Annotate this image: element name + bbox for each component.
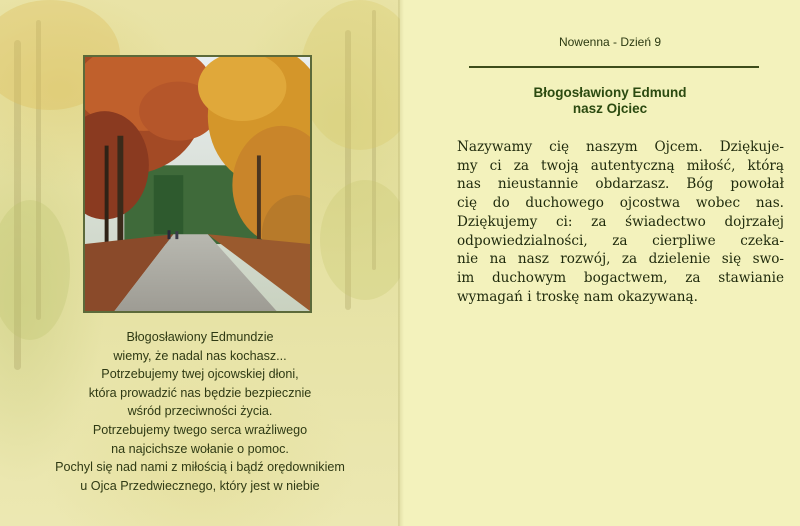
body-line: odpowiedzialności, za cierpliwe czeka- — [457, 232, 784, 249]
prayer-line: Pochyl się nad nami z miłością i bądź orędownikiem — [55, 460, 345, 475]
body-line: cię do duchowego ojcostwa wobec nas. — [457, 195, 784, 212]
body-line: nas nieustannie obdarzasz. Bóg powołał — [457, 176, 784, 193]
prayer-line: która prowadzić nas będzie bezpiecznie — [88, 385, 312, 400]
prayer-line: wiemy, że nadal nas kochasz... — [113, 348, 287, 363]
prayer-line: Potrzebujemy twego serca wrażliwego — [92, 422, 308, 437]
photo-illustration — [85, 57, 310, 311]
bg-foliage — [320, 180, 400, 300]
body-line: im duchowym bogactwem, za stawianie — [457, 269, 784, 286]
page-title — [480, 85, 740, 117]
title-line: nasz Ojciec — [572, 101, 648, 116]
prayer-text — [20, 328, 380, 495]
body-line: nie na nasz rozwój, za dzielenie się swo- — [457, 251, 784, 268]
prayer-line: na najcichsze wołanie o pomoc. — [111, 441, 289, 456]
body-line: Nazywamy cię naszym Ojcem. Dziękuje- — [457, 139, 784, 155]
prayer-line: wśród przeciwności życia. — [127, 404, 273, 419]
body-line: Dziękujemy ci: za świadectwo dojrzałej — [457, 213, 784, 230]
autumn-forest-road-photo — [83, 55, 312, 313]
header-divider — [469, 66, 759, 68]
page-header: Nowenna - Dzień 9 — [558, 35, 662, 49]
prayer-line: Błogosławiony Edmundzie — [126, 330, 274, 344]
body-line: wymagań i troskę nam okazywaną. — [457, 288, 698, 305]
title-line: Błogosławiony Edmund — [533, 85, 687, 100]
right-page — [400, 0, 800, 526]
book-gutter — [398, 0, 404, 526]
body-text — [457, 138, 784, 306]
prayer-line: u Ojca Przedwiecznego, który jest w niebie — [80, 478, 320, 493]
prayer-line: Potrzebujemy twej ojcowskiej dłoni, — [101, 367, 299, 382]
bg-foliage — [300, 0, 400, 150]
body-line: my ci za twoją autentyczną miłość, którą — [457, 157, 784, 174]
bg-foliage — [0, 200, 70, 340]
